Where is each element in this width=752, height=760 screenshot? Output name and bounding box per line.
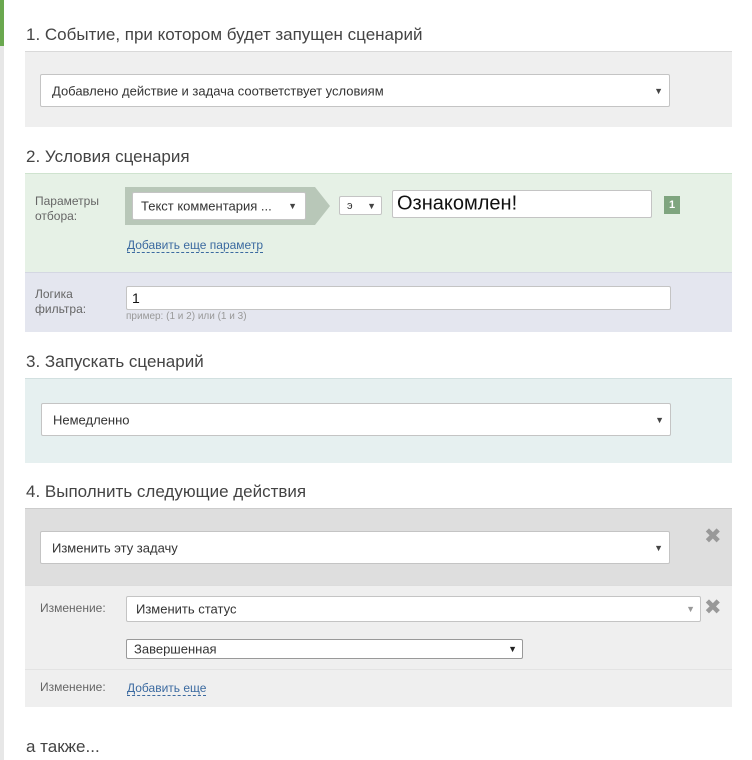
action-select-value: Изменить эту задачу (52, 540, 178, 555)
param-field-select[interactable] (132, 192, 306, 220)
caret-down-icon: ▼ (508, 644, 517, 654)
conditions-panel (25, 173, 732, 273)
caret-down-icon: ▼ (686, 604, 695, 614)
add-param-link[interactable]: Добавить еще параметр (127, 238, 264, 252)
condition-number-badge: 1 (664, 196, 680, 214)
action-select[interactable] (40, 531, 670, 564)
condition-value-text: Ознакомлен! (397, 192, 518, 215)
also-title: а также... (26, 737, 100, 756)
event-select[interactable] (40, 74, 670, 107)
section2-title: 2. Условия сценария (26, 147, 190, 166)
operator-value: э (347, 199, 353, 212)
caret-down-icon: ▼ (654, 542, 663, 553)
logic-panel (25, 272, 732, 332)
event-panel (25, 51, 732, 127)
add-change-row (25, 669, 732, 707)
caret-down-icon: ▼ (288, 201, 297, 211)
logic-hint: пример: (1 и 2) или (1 и 3) (126, 311, 247, 322)
action-panel (25, 508, 732, 586)
remove-action-close-icon[interactable]: ✖ (704, 525, 722, 548)
section1-title: 1. Событие, при котором будет запущен сценарий (26, 25, 423, 44)
remove-change-close-icon[interactable]: ✖ (704, 596, 722, 619)
param-field-value: Текст комментария ... (141, 198, 272, 214)
logic-label: Логика фильтра: (35, 287, 87, 316)
section3-title: 3. Запускать сценарий (26, 352, 204, 371)
run-panel (25, 378, 732, 463)
change-label: Изменение: (40, 601, 106, 615)
section4-title: 4. Выполнить следующие действия (26, 482, 307, 501)
change-select-value: Изменить статус (136, 601, 237, 617)
logic-input-value: 1 (132, 290, 140, 306)
logic-input[interactable] (126, 286, 671, 310)
params-label: Параметры отбора: (35, 194, 99, 223)
left-edge-bar (0, 0, 4, 760)
status-select-value: Завершенная (134, 641, 217, 657)
caret-down-icon: ▼ (654, 85, 663, 96)
left-edge-accent (0, 0, 4, 46)
run-select[interactable] (41, 403, 671, 436)
change-panel (25, 585, 732, 670)
change-label-2: Изменение: (40, 680, 106, 694)
caret-down-icon: ▼ (367, 200, 376, 211)
change-select[interactable] (126, 596, 701, 622)
status-select[interactable] (126, 639, 523, 659)
event-select-value: Добавлено действие и задача соответствует условиям (52, 83, 384, 98)
caret-down-icon: ▼ (655, 414, 664, 425)
add-more-link[interactable]: Добавить еще (127, 681, 207, 695)
run-select-value: Немедленно (53, 412, 130, 427)
condition-value-input[interactable] (392, 190, 652, 218)
operator-select[interactable] (339, 196, 382, 215)
